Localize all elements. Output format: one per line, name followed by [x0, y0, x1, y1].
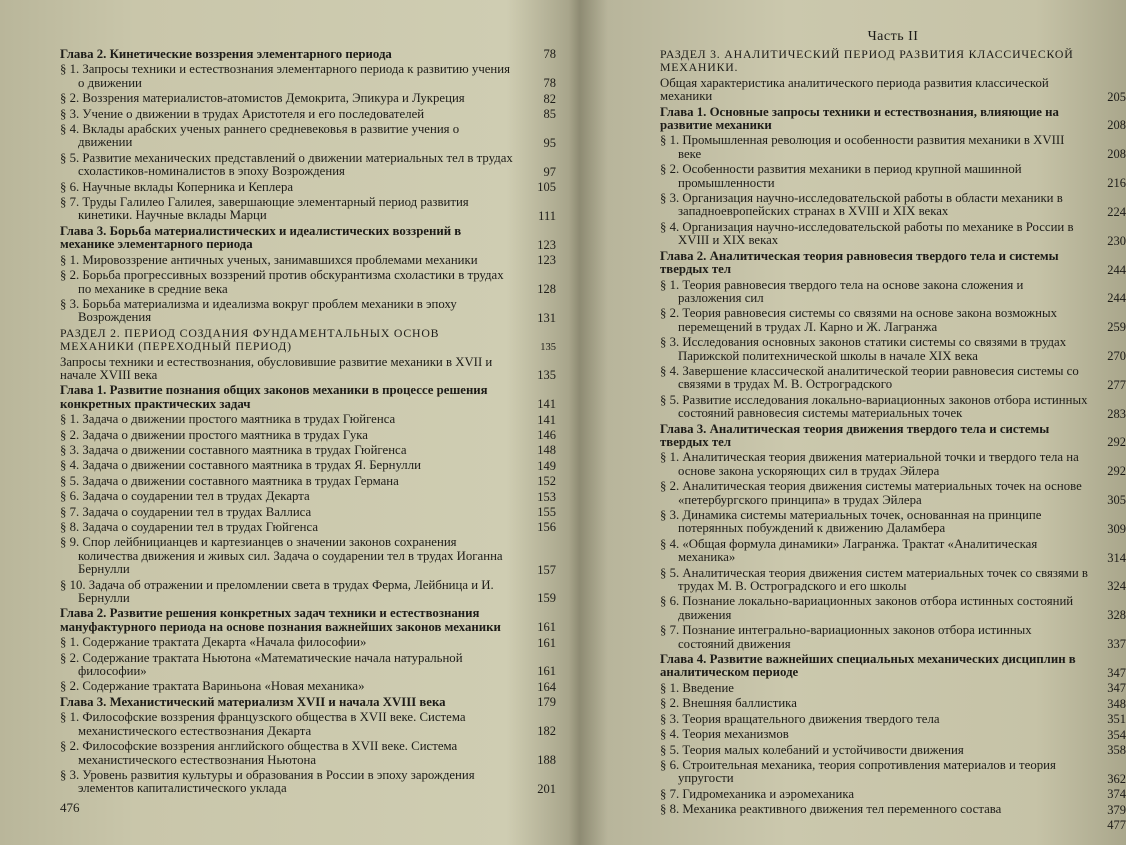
toc-entry [660, 106, 1126, 135]
toc-entry [60, 459, 556, 474]
toc-entry-page: 157 [537, 562, 556, 577]
toc-entry [60, 225, 556, 254]
toc-entry-title: § 7. Задача о соударении тел в трудах Валлиса [60, 504, 312, 519]
toc-entry-page: 152 [537, 474, 556, 489]
toc-entry [660, 788, 1126, 803]
toc-entry-page: 208 [1107, 118, 1126, 133]
toc-entry-page: 141 [537, 397, 556, 412]
toc-entry [660, 480, 1126, 509]
toc-entry [660, 163, 1126, 192]
toc-entry [60, 63, 556, 92]
toc-entry [660, 77, 1126, 106]
toc-entry [60, 413, 556, 428]
left-toc-list [60, 48, 556, 798]
toc-entry-page: 230 [1107, 233, 1126, 248]
toc-entry [60, 521, 556, 536]
left-page-number: 476 [60, 800, 80, 815]
toc-entry-page: 156 [537, 520, 556, 535]
toc-entry [60, 680, 556, 695]
toc-entry-page: 292 [1107, 464, 1126, 479]
toc-entry-title: § 4. Организация научно-исследовательской работы по механике в России в XVIII и XIX веках [660, 219, 1074, 248]
toc-entry-title: § 4. «Общая формула динамики» Лагранжа. Трактат «Аналитическая механика» [660, 536, 1038, 565]
toc-entry-title: Глава 3. Аналитическая теория движения твердого тела и системы твердых тел [660, 421, 1050, 449]
toc-entry-title: § 5. Задача о движении составного маятника в трудах Германа [60, 473, 399, 488]
toc-entry [60, 636, 556, 651]
toc-entry-title: § 2. Внешняя баллистика [660, 696, 797, 711]
toc-entry-title: Запросы техники и естествознания, обусловившие развитие механики в XVII и начале XVIII века [60, 354, 493, 382]
toc-entry [60, 152, 556, 181]
toc-entry [60, 652, 556, 681]
toc-entry-page: 337 [1107, 637, 1126, 652]
toc-entry-title: § 2. Воззрения материалистов-атомистов Демокрита, Эпикура и Лукреция [60, 91, 465, 106]
toc-entry-page: 292 [1107, 435, 1126, 450]
toc-entry-page: 216 [1107, 176, 1126, 191]
toc-entry-page: 259 [1107, 320, 1126, 335]
toc-entry [660, 221, 1126, 250]
toc-entry-page: 135 [537, 368, 556, 383]
toc-entry-page: 153 [537, 489, 556, 504]
toc-entry-title: Глава 2. Развитие решения конкретных задач техники и естествознания мануфактурного периода на основе познания важнейших законов механики [60, 606, 501, 634]
toc-entry [60, 740, 556, 769]
toc-entry [660, 336, 1126, 365]
toc-entry-page: 111 [538, 208, 556, 223]
toc-entry-title: Глава 1. Основные запросы техники и естествознания, влияющие на развитие механики [660, 104, 1059, 133]
toc-entry-page: 201 [537, 781, 556, 796]
toc-entry-title: § 6. Познание локально-вариационных законов отбора истинных состояний движения [660, 594, 1074, 622]
toc-entry [60, 696, 556, 711]
toc-entry [60, 384, 556, 413]
toc-entry [660, 759, 1126, 788]
toc-entry-page: 146 [537, 427, 556, 442]
toc-entry [660, 682, 1126, 697]
toc-entry-title: § 5. Развитие исследования локально-вариационных законов отбора истинных состояний равновесия системы материальных точек [660, 392, 1088, 421]
toc-entry-title: § 3. Борьба материализма и идеализма вокруг проблем механики в эпоху Возрождения [60, 296, 457, 325]
toc-entry-page: 149 [537, 458, 556, 473]
toc-entry-title: § 2. Аналитическая теория движения системы материальных точек на основе «петербургского принципа» в трудах Эйлера [660, 479, 1082, 507]
toc-entry-title: § 3. Задача о движении составного маятника в трудах Гюйгенса [60, 442, 407, 457]
toc-entry-page: 188 [537, 752, 556, 767]
toc-entry-page: 97 [543, 164, 556, 179]
toc-entry-page: 244 [1107, 291, 1126, 306]
toc-entry-page: 270 [1107, 348, 1126, 363]
toc-entry-page: 135 [540, 341, 556, 353]
toc-entry-title: § 4. Задача о движении составного маятника в трудах Я. Бернулли [60, 458, 421, 473]
toc-entry [60, 711, 556, 740]
toc-entry [660, 624, 1126, 653]
toc-entry-title: § 10. Задача об отражении и преломлении света в трудах Ферма, Лейбница и И. Бернулли [60, 577, 494, 606]
toc-entry-title: § 3. Учение о движении в трудах Аристотеля и его последователей [60, 106, 425, 121]
toc-entry-page: 164 [537, 679, 556, 694]
toc-entry-title: § 8. Задача о соударении тел в трудах Гюйгенса [60, 520, 319, 534]
toc-entry-title: § 2. Задача о движении простого маятника в трудах Гука [60, 427, 368, 442]
toc-entry-title: Глава 3. Механистический материализм XVII и начала XVIII века [60, 694, 446, 709]
toc-entry [60, 429, 556, 444]
toc-entry-page: 347 [1107, 665, 1126, 680]
toc-entry [660, 595, 1126, 624]
toc-entry [60, 108, 556, 123]
toc-entry-page: 347 [1107, 681, 1126, 696]
toc-entry-title: § 2. Теория равновесия системы со связями на основе закона возможных перемещений в трудах Л. Карно и Ж. Лагранжа [660, 306, 1057, 334]
toc-entry-title: § 9. Спор лейбницианцев и картезианцев о значении законов сохранения количества движения и живых сил. Задача о соударении тел в трудах Иоганна Бернулли [60, 535, 503, 577]
toc-entry-title: § 4. Вклады арабских ученых раннего средневековья в развитие учения о движении [60, 122, 460, 150]
toc-entry-title: РАЗДЕЛ 3. АНАЛИТИЧЕСКИЙ ПЕРИОД РАЗВИТИЯ КЛАССИЧЕСКОЙ МЕХАНИКИ. [660, 47, 1074, 75]
toc-entry-page: 354 [1107, 727, 1126, 742]
toc-entry-title: § 1. Содержание трактата Декарта «Начала философии» [60, 635, 367, 650]
toc-entry-page: 351 [1107, 712, 1126, 727]
toc-entry-title: § 1. Философские воззрения французского общества в XVII веке. Система механистического естествознания Декарта [60, 710, 466, 738]
right-toc-list [660, 48, 1126, 834]
toc-entry-title: § 4. Теория механизмов [660, 727, 789, 742]
toc-entry-title: § 2. Философские воззрения английского общества в XVII веке. Система механистического естествознания Ньютона [60, 739, 458, 767]
toc-entry [660, 365, 1126, 394]
toc-entry-title: § 3. Теория вращательного движения твердого тела [660, 711, 940, 726]
toc-entry [660, 509, 1126, 538]
toc-entry [60, 490, 556, 505]
toc-entry [660, 250, 1126, 279]
toc-entry [60, 579, 556, 608]
toc-entry-title: § 1. Введение [660, 680, 734, 695]
toc-entry-page: 82 [543, 91, 556, 106]
toc-entry-page: 324 [1107, 579, 1126, 594]
toc-entry-page: 123 [537, 253, 556, 268]
toc-entry-page: 205 [1107, 89, 1126, 104]
toc-entry-page: 379 [1107, 802, 1126, 817]
toc-entry [660, 279, 1126, 308]
toc-entry-page: 305 [1107, 493, 1126, 507]
toc-entry [60, 48, 556, 63]
toc-entry [660, 134, 1126, 163]
toc-entry-title: § 1. Запросы техники и естествознания элементарного периода к развитию учения о движении [60, 62, 511, 90]
toc-entry [660, 394, 1126, 423]
toc-entry-page: 161 [537, 635, 556, 650]
toc-entry [60, 769, 556, 798]
toc-entry-page: 85 [543, 107, 556, 122]
toc-entry-title: § 3. Динамика системы материальных точек, основанная на принципе потерянных побуждений к движению Даламбера [660, 508, 1042, 536]
toc-entry-title: РАЗДЕЛ 2. ПЕРИОД СОЗДАНИЯ ФУНДАМЕНТАЛЬНЫХ ОСНОВ МЕХАНИКИ (ПЕРЕХОДНЫЙ ПЕРИОД) [60, 325, 440, 354]
toc-entry-title: § 4. Завершение классической аналитической теории равновесия системы со связями в трудах М. В. Остроградского [660, 363, 1079, 392]
toc-entry-title: § 1. Промышленная революция и особенности развития механики в XVIII веке [660, 133, 1065, 161]
toc-entry [660, 451, 1126, 480]
toc-entry [60, 475, 556, 490]
toc-entry [60, 444, 556, 459]
toc-entry [660, 803, 1126, 818]
toc-entry-page: 161 [537, 620, 556, 635]
toc-entry-page: 348 [1107, 696, 1126, 711]
toc-entry-page: 95 [543, 135, 556, 150]
toc-entry-title: Глава 2. Кинетические воззрения элементарного периода [60, 47, 392, 61]
toc-entry-page: 358 [1107, 742, 1126, 757]
toc-entry-page: 141 [537, 412, 556, 427]
toc-entry [60, 536, 556, 578]
toc-entry [660, 697, 1126, 712]
toc-entry-page: 159 [537, 591, 556, 606]
toc-entry-page: 314 [1107, 550, 1126, 565]
toc-entry [660, 307, 1126, 336]
toc-entry-page: 179 [537, 695, 556, 710]
toc-entry-title: Общая характеристика аналитического периода развития классической механики [660, 75, 1049, 104]
toc-entry-title: § 1. Аналитическая теория движения материальной точки и твердого тела на основе закона ускоряющих сил в трудах Эйлера [660, 450, 1079, 478]
toc-entry [660, 48, 1126, 77]
part-title: Часть II [867, 29, 919, 44]
toc-entry-title: § 5. Аналитическая теория движения систем материальных точек со связями в трудах М. В. Остроградского и его школы [660, 565, 1088, 594]
toc-entry-title: § 6. Задача о соударении тел в трудах Декарта [60, 489, 310, 504]
toc-entry-title: Глава 1. Развитие познания общих законов механики в процессе решения конкретных практических задач [60, 383, 488, 411]
toc-entry-title: § 6. Строительная механика, теория сопротивления материалов и теория упругости [660, 757, 1056, 786]
toc-entry [660, 653, 1126, 682]
toc-entry-page: 131 [537, 310, 556, 325]
toc-entry [660, 423, 1126, 452]
toc-entry-title: § 2. Борьба прогрессивных воззрений против обскурантизма схоластики в трудах по механике в средние века [60, 268, 504, 296]
toc-entry [660, 192, 1126, 221]
toc-entry-page: 328 [1107, 608, 1126, 623]
toc-entry-page: 374 [1107, 787, 1126, 802]
toc-entry-page: 148 [537, 443, 556, 458]
toc-entry-title: § 3. Организация научно-исследовательской работы в области механики в западноевропейских странах в XVIII и XIX веках [660, 191, 1063, 219]
toc-entry-title: Глава 3. Борьба материалистических и идеалистических воззрений в механике элементарного периода [60, 223, 462, 252]
toc-entry-title: § 2. Содержание трактата Ньютона «Математические начала натуральной философии» [60, 650, 463, 679]
toc-entry-page: 477 [1107, 817, 1126, 832]
toc-entry-title: § 2. Особенности развития механики в период крупной машинной промышленности [660, 162, 1022, 190]
toc-entry [60, 181, 556, 196]
toc-entry [660, 728, 1126, 743]
toc-entry-page: 155 [537, 505, 556, 519]
toc-entry-page: 78 [543, 76, 556, 91]
toc-entry-title: § 3. Уровень развития культуры и образования в России в эпоху зарождения элементов капиталистического уклада [60, 767, 475, 796]
toc-entry [60, 356, 556, 385]
toc-entry-page: 244 [1107, 262, 1126, 277]
toc-entry [660, 538, 1126, 567]
toc-entry [60, 254, 556, 269]
toc-entry-title: § 1. Задача о движении простого маятника в трудах Гюйгенса [60, 412, 396, 427]
toc-entry [60, 506, 556, 521]
toc-entry-title: § 2. Содержание трактата Вариньона «Новая механика» [60, 679, 365, 694]
toc-entry [60, 607, 556, 636]
toc-entry-page: 128 [537, 281, 556, 296]
toc-entry [60, 298, 556, 327]
toc-entry [660, 819, 1126, 834]
toc-entry-title: § 7. Труды Галилео Галилея, завершающие элементарный период развития кинетики. Научные вклады Марци [60, 195, 469, 223]
toc-entry [60, 269, 556, 298]
toc-entry [660, 744, 1126, 759]
toc-entry-title: Глава 2. Аналитическая теория равновесия твердого тела и системы твердых тел [660, 248, 1059, 277]
toc-entry-title: Глава 4. Развитие важнейших специальных механических дисциплин в аналитическом периоде [660, 652, 1076, 680]
toc-entry [660, 567, 1126, 596]
toc-entry [60, 327, 556, 356]
toc-entry-page: 309 [1107, 521, 1126, 536]
toc-entry-page: 224 [1107, 204, 1126, 219]
toc-entry-title: § 3. Исследования основных законов статики системы со связями в трудах Парижской политехнической школы в начале XIX века [660, 335, 1067, 363]
toc-entry-page: 208 [1107, 147, 1126, 162]
toc-entry-page: 277 [1107, 377, 1126, 392]
toc-entry-title: § 7. Познание интегрально-вариационных законов отбора истинных состояний движения [660, 623, 1032, 651]
toc-entry-page: 362 [1107, 771, 1126, 786]
toc-entry-title: § 5. Теория малых колебаний и устойчивости движения [660, 742, 964, 757]
toc-entry-page: 283 [1107, 406, 1126, 421]
toc-entry-page: 161 [537, 664, 556, 679]
toc-entry-page: 182 [537, 724, 556, 739]
toc-entry-page: 105 [537, 180, 556, 195]
toc-entry [660, 713, 1126, 728]
toc-entry-title: § 5. Развитие механических представлений о движении материальных тел в трудах схоластиков-номиналистов в эпоху Возрождения [60, 150, 513, 179]
right-page [600, 0, 1126, 845]
toc-entry-page: 78 [543, 47, 556, 62]
toc-entry [60, 92, 556, 107]
toc-entry-title: § 6. Научные вклады Коперника и Кеплера [60, 179, 294, 194]
toc-entry-title: § 1. Мировоззрение античных ученых, занимавшихся проблемами механики [60, 252, 478, 267]
toc-entry-page: 123 [537, 237, 556, 252]
toc-entry-title: § 7. Гидромеханика и аэромеханика [660, 786, 855, 801]
toc-entry-title: § 1. Теория равновесия твердого тела на основе закона сложения и разложения сил [660, 277, 1024, 305]
toc-entry [60, 196, 556, 225]
toc-entry [60, 123, 556, 152]
toc-entry-title: § 8. Механика реактивного движения тел переменного состава [660, 802, 1002, 817]
